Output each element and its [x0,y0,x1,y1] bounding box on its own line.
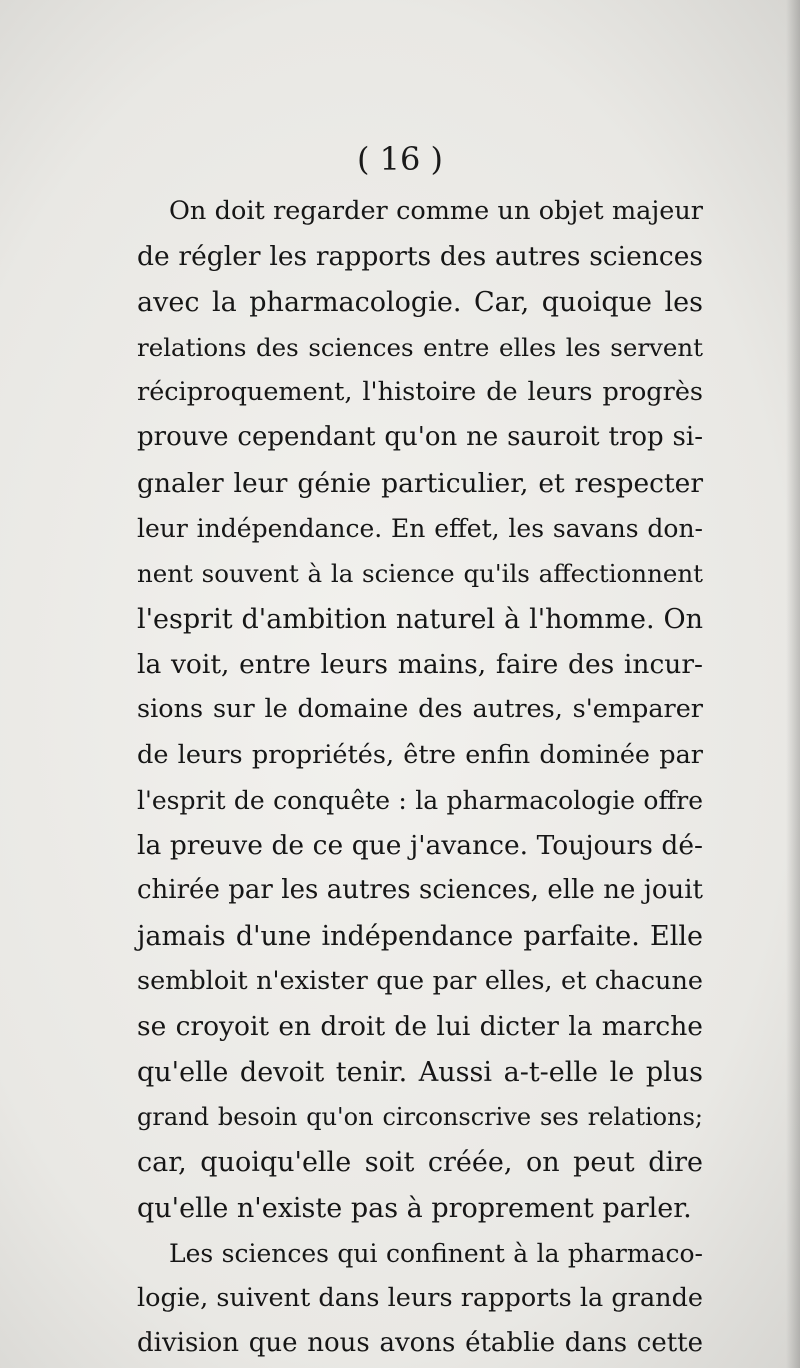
text-line: avec la pharmacologie. Car, quoique les [137,286,703,318]
text-line: prouve cependant qu'on ne sauroit trop si- [137,422,703,453]
text-line: sembloit n'exister que par elles, et chacune [137,966,703,997]
text-line: car, quoiqu'elle soit créée, on peut dire [137,1147,703,1179]
text-line: relations des sciences entre elles les servent [137,332,703,362]
text-line: se croyoit en droit de lui dicter la marche [137,1011,703,1043]
text-line: gnaler leur génie particulier, et respecter [137,467,703,499]
text-line: leur indépendance. En effet, les savans don- [137,514,703,544]
text-line: nent souvent à la science qu'ils affectionnent [137,559,703,589]
text-line: qu'elle devoit tenir. Aussi a-t-elle le plus [137,1056,703,1088]
text-line: qu'elle n'existe pas à proprement parler. [137,1192,692,1224]
text-line: de régler les rapports des autres sciences [137,241,703,273]
text-line: la voit, entre leurs mains, faire des incur- [137,648,703,680]
text-line: Les sciences qui confinent à la pharmaco- [169,1238,703,1268]
text-line: l'esprit de conquête : la pharmacologie offre [137,785,703,815]
text-line: réciproquement, l'histoire de leurs progrès [137,377,703,408]
text-line: jamais d'une indépendance parfaite. Elle [137,920,703,952]
text-line: chirée par les autres sciences, elle ne jouit [137,875,703,906]
body-text [137,189,703,1367]
text-line: sions sur le domaine des autres, s'emparer [137,694,703,725]
text-line: logie, suivent dans leurs rapports la grande [137,1283,703,1314]
text-line: division que nous avons établie dans cette [137,1328,703,1359]
text-line: l'esprit d'ambition naturel à l'homme. On [137,603,703,635]
text-line: de leurs propriétés, être enfin dominée par [137,739,703,770]
page-number: ( 16 ) [356,140,444,178]
text-line: On doit regarder comme un objet majeur [169,196,703,226]
text-line: grand besoin qu'on circonscrive ses relations; [137,1102,703,1131]
text-line: la preuve de ce que j'avance. Toujours dé- [137,830,703,862]
